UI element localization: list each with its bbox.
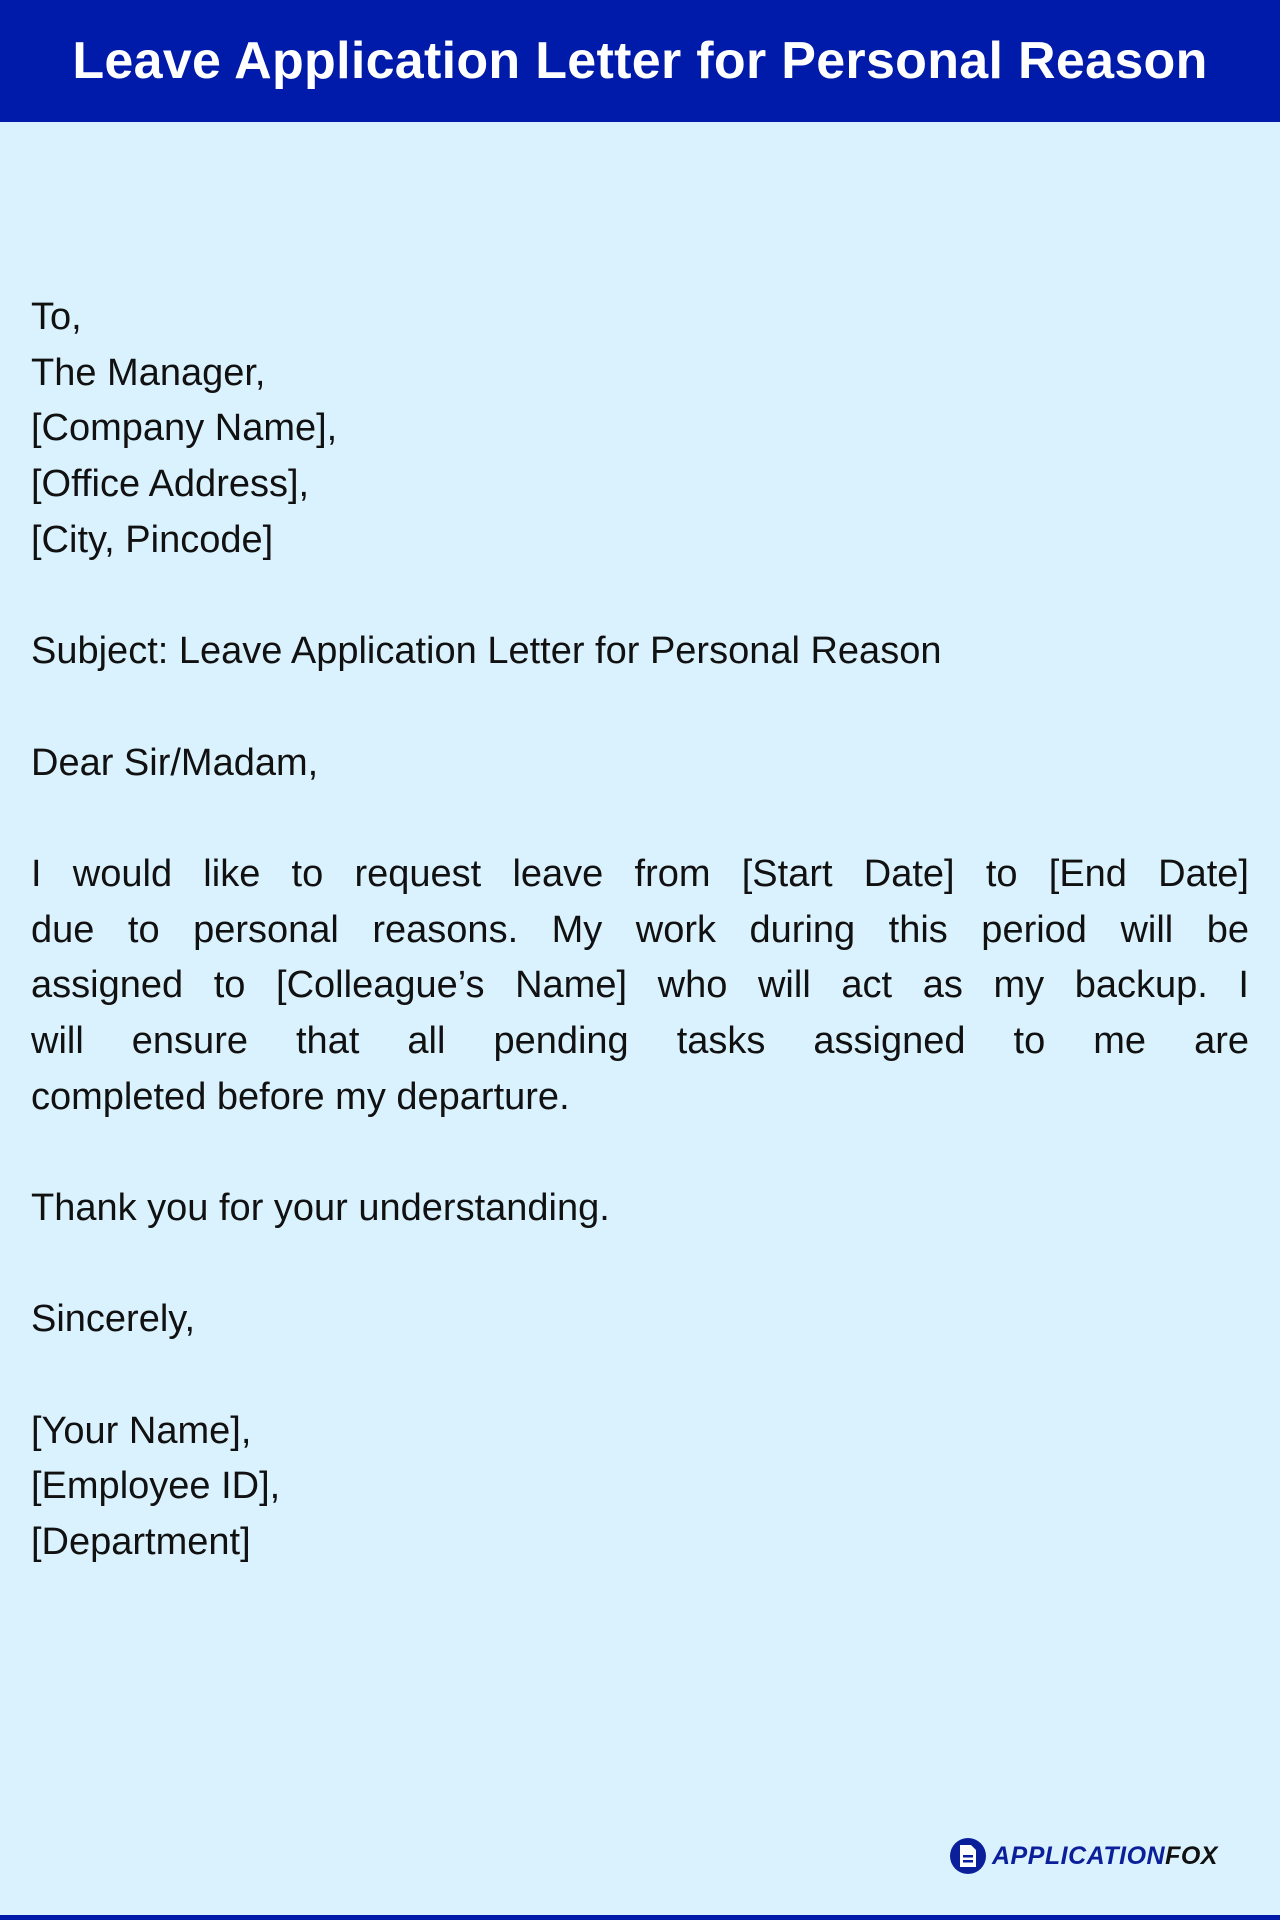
body-line: will ensure that all pending tasks assigned to me are bbox=[31, 1019, 1249, 1062]
recipient-line: To, bbox=[31, 296, 82, 338]
closing: Sincerely, bbox=[31, 1298, 196, 1341]
recipient-line: [City, Pincode] bbox=[31, 518, 274, 561]
signature-line: [Department] bbox=[31, 1521, 251, 1564]
logo-text-application: APPLICATION bbox=[992, 1841, 1166, 1870]
body-line: completed before my departure. bbox=[31, 1075, 570, 1118]
letter-body bbox=[31, 290, 1249, 1571]
logo-text-fox: FOX bbox=[1165, 1841, 1218, 1870]
page-title: Leave Application Letter for Personal Reason bbox=[72, 32, 1208, 90]
document-icon bbox=[950, 1838, 986, 1874]
title-banner bbox=[0, 0, 1280, 122]
body-line: due to personal reasons. My work during this period will be bbox=[31, 908, 1249, 951]
signature-line: [Employee ID], bbox=[31, 1465, 281, 1508]
salutation: Dear Sir/Madam, bbox=[31, 741, 319, 784]
recipient-line: The Manager, bbox=[31, 351, 266, 394]
bottom-bar bbox=[0, 1915, 1280, 1920]
applicationfox-logo bbox=[950, 1838, 1218, 1874]
thanks-line: Thank you for your understanding. bbox=[31, 1187, 610, 1229]
signature-line: [Your Name], bbox=[31, 1409, 252, 1452]
body-line: I would like to request leave from [Start Date] to [End Date] bbox=[31, 852, 1249, 895]
subject-line: Subject: Leave Application Letter for Personal Reason bbox=[31, 630, 942, 673]
recipient-line: [Office Address], bbox=[31, 463, 310, 506]
body-line: assigned to [Colleague’s Name] who will act as my backup. I bbox=[31, 964, 1249, 1007]
recipient-line: [Company Name], bbox=[31, 407, 338, 450]
